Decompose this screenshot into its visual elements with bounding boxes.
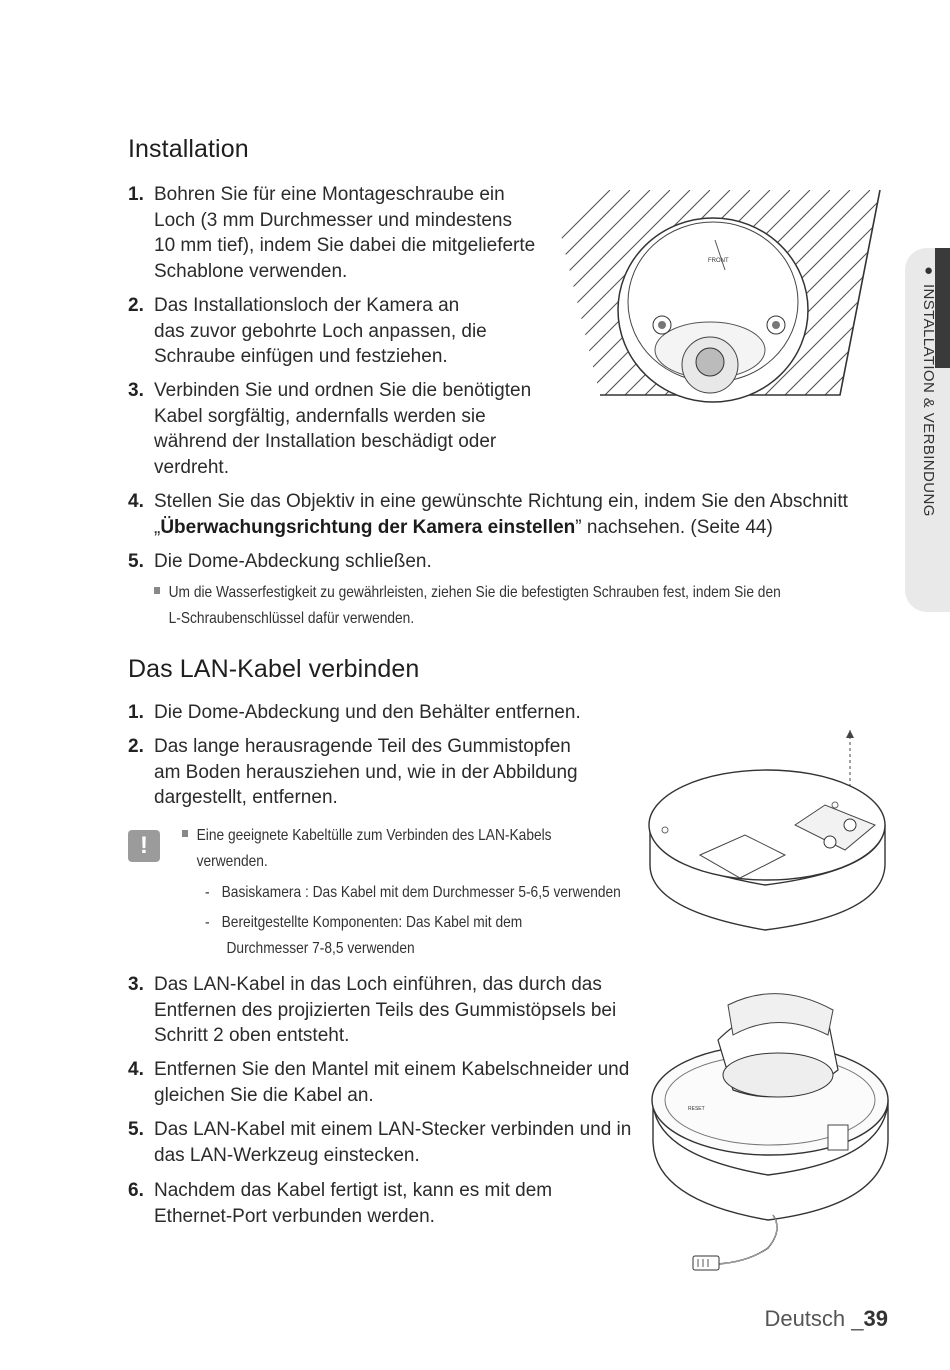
step-text-line: Entfernen des projizierten Teils des Gummistöpsels bei [154, 999, 617, 1021]
step-text-line: Das Installationsloch der Kamera an [154, 295, 460, 316]
step-text-line: Stellen Sie das Objektiv in eine gewünschte Richtung ein, indem Sie den Abschnitt [154, 491, 848, 512]
step-number: 1. [128, 702, 144, 723]
page-footer [764, 1306, 888, 1332]
step-text-line: Bohren Sie für eine Montageschraube ein [154, 184, 505, 205]
caution-sub-1 [205, 880, 621, 906]
note-line: Bereitgestellte Komponenten: Das Kabel mit dem [221, 914, 523, 931]
step-text-line: während der Installation beschädigt oder [154, 431, 497, 452]
step-text-line: Das LAN-Kabel in das Loch einführen, das durch das [154, 974, 602, 995]
page-number: 39 [863, 1306, 888, 1331]
dash-bullet: - [205, 914, 210, 931]
note-line: Basiskamera : Das Kabel mit dem Durchmesser 5-6,5 verwenden [221, 884, 621, 901]
section-title-installation: Installation [128, 135, 249, 163]
step-number: 3. [128, 974, 144, 995]
step-text-line: 10 mm tief), indem Sie dabei die mitgelieferte [154, 235, 536, 256]
square-bullet-icon [154, 587, 160, 594]
step-text-line: Verbinden Sie und ordnen Sie die benötigten [154, 380, 532, 401]
step-text-line: verdreht. [154, 456, 229, 478]
step-text-line: Kabel sorgfältig, andernfalls werden sie [154, 405, 486, 427]
install-note [154, 580, 781, 632]
step-number: 5. [128, 1119, 144, 1140]
step-text-line: Nachdem das Kabel fertigt ist, kann es mit dem [154, 1180, 553, 1201]
step-text-line: Die Dome-Abdeckung und den Behälter entfernen. [154, 702, 581, 723]
step-text-line: Ethernet-Port verbunden werden. [154, 1205, 435, 1227]
step-number: 4. [128, 491, 144, 512]
reset-label: RESET [688, 1106, 705, 1112]
base-plate-illustration [645, 730, 890, 940]
step-text-line: das LAN-Werkzeug einstecken. [154, 1144, 420, 1166]
square-bullet-icon [182, 830, 188, 837]
step-number: 2. [128, 736, 144, 757]
note-line: verwenden. [196, 853, 268, 870]
step-number: 4. [128, 1059, 144, 1080]
note-line: Um die Wasserfestigkeit zu gewährleisten, ziehen Sie die befestigten Schrauben fest, indem Sie den [168, 584, 781, 601]
step-text-line: Entfernen Sie den Mantel mit einem Kabelschneider und [154, 1059, 630, 1080]
caution-sub-2 [205, 910, 522, 962]
footer-language: Deutsch _ [764, 1306, 864, 1331]
step-number: 5. [128, 551, 144, 572]
step-text-line: Schritt 2 oben entsteht. [154, 1025, 350, 1046]
note-line: L-Schraubenschlüssel dafür verwenden. [168, 610, 415, 627]
caution-note [182, 823, 552, 875]
step-text-line: Schablone verwenden. [154, 260, 348, 282]
camera-lan-cable-illustration [648, 980, 893, 1280]
chapter-marker [935, 248, 950, 368]
step-text-line: Loch (3 mm Durchmesser und mindestens [154, 209, 512, 231]
step-text-line: Das lange herausragende Teil des Gummistopfen [154, 736, 571, 757]
step-text-line: gleichen Sie die Kabel an. [154, 1084, 374, 1106]
front-label: FRONT [708, 258, 729, 264]
step-text-line: dargestellt, entfernen. [154, 787, 338, 808]
chapter-side-label: ● INSTALLATION & VERBINDUNG [920, 262, 937, 517]
step-number: 1. [128, 184, 144, 205]
step-number: 3. [128, 380, 144, 401]
step-number: 2. [128, 295, 144, 316]
step-text-line: Schraube einfügen und festziehen. [154, 346, 448, 367]
section-title-lan-cable: Das LAN-Kabel verbinden [128, 655, 420, 683]
note-line: Eine geeignete Kabeltülle zum Verbinden des LAN-Kabels [196, 827, 552, 844]
quote-open: „ [154, 516, 161, 538]
step-text-line: Das LAN-Kabel mit einem LAN-Stecker verbinden und in [154, 1119, 632, 1140]
section-reference: Überwachungsrichtung der Kamera einstellen [160, 516, 576, 538]
dome-camera-ceiling-illustration [550, 190, 890, 450]
step-text-line: am Boden herausziehen und, wie in der Abbildung [154, 761, 578, 783]
step-text-line: das zuvor gebohrte Loch anpassen, die [154, 320, 487, 342]
caution-icon: ! [128, 830, 160, 862]
dash-bullet: - [205, 884, 210, 901]
quote-close-page-ref: ” nachsehen. (Seite 44) [575, 516, 773, 538]
note-line: Durchmesser 7-8,5 verwenden [226, 940, 415, 957]
step-text-line: Die Dome-Abdeckung schließen. [154, 551, 432, 572]
step-number: 6. [128, 1180, 144, 1201]
